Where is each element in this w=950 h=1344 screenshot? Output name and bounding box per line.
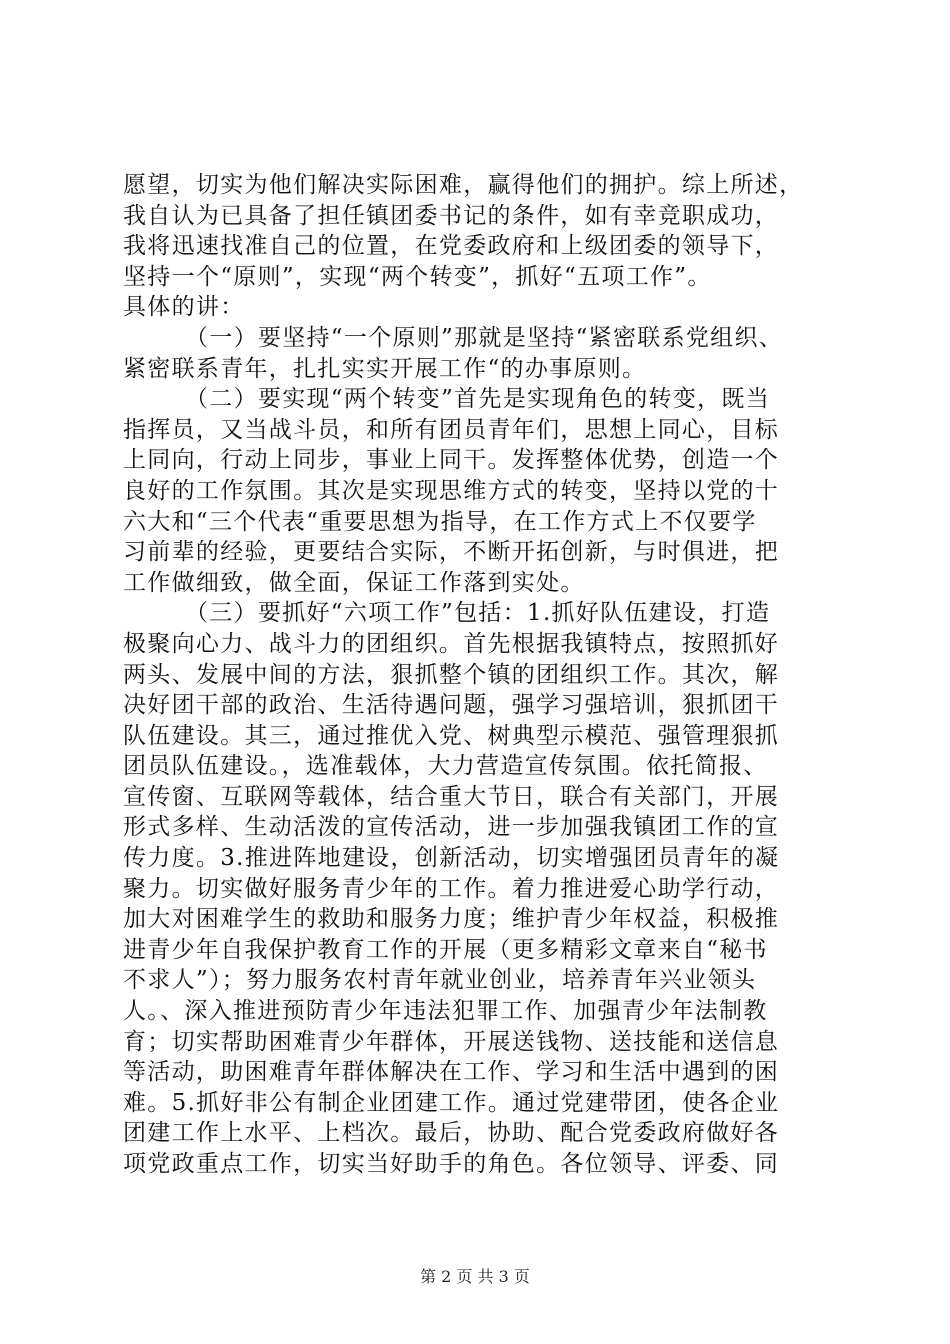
text-line: （二）要实现“两个转变”首先是实现角色的转变，既当 xyxy=(185,386,771,413)
text-line: 上同向，行动上同步，事业上同干。发挥整体优势，创造一个 xyxy=(123,447,780,474)
text-line: 人。、深入推进预防青少年违法犯罪工作、加强青少年法制教 xyxy=(123,998,768,1025)
text-line: 队伍建设。其三，通过推优入党、树典型示模范、强管理狠抓 xyxy=(123,722,780,749)
text-line: 难。5.抓好非公有制企业团建工作。通过党建带团，使各企业 xyxy=(123,1089,780,1116)
text-line: 我将迅速找准自己的位置，在党委政府和上级团委的领导下， xyxy=(123,233,780,260)
text-line: 我自认为已具备了担任镇团委书记的条件，如有幸竞职成功， xyxy=(123,202,780,229)
text-line: 工作做细致，做全面，保证工作落到实处。 xyxy=(123,569,585,596)
text-line: 决好团干部的政治、生活待遇问题，强学习强培训，狠抓团干 xyxy=(123,692,780,719)
text-line: 宣传窗、互联网等载体，结合重大节日，联合有关部门，开展 xyxy=(123,783,780,810)
text-line: 项党政重点工作，切实当好助手的角色。各位领导、评委、同 xyxy=(123,1151,780,1177)
text-line: 进青少年自我保护教育工作的开展（更多精彩文章来自“秘书 xyxy=(123,936,768,963)
text-line: 两头、发展中间的方法，狠抓整个镇的团组织工作。其次，解 xyxy=(123,661,780,688)
text-line: 六大和“三个代表“重要思想为指导，在工作方式上不仅要学 xyxy=(123,508,757,535)
text-line: 传力度。3.推进阵地建设，创新活动，切实增强团员青年的凝 xyxy=(123,845,780,872)
text-line: 愿望，切实为他们解决实际困难，赢得他们的拥护。综上所述， xyxy=(123,172,804,198)
text-line: 加大对困难学生的救助和服务力度；维护青少年权益，积极推 xyxy=(123,906,780,933)
text-line: 良好的工作氛围。其次是实现思维方式的转变，坚持以党的十 xyxy=(123,477,780,504)
text-line: 等活动，助困难青年群体解决在工作、学习和生活中遇到的困 xyxy=(123,1059,780,1086)
text-line: 形式多样、生动活泼的宣传活动，进一步加强我镇团工作的宣 xyxy=(123,814,780,841)
text-line: 坚持一个“原则”，实现“两个转变”，抓好“五项工作”。 xyxy=(123,263,712,290)
text-line: 团员队伍建设。，选准载体，大力营造宣传氛围。依托简报、 xyxy=(123,753,768,780)
text-line: 极聚向心力、战斗力的团组织。首先根据我镇特点，按照抓好 xyxy=(123,630,780,657)
page-footer: 第 2 页 共 3 页 xyxy=(420,1267,530,1286)
text-line: 具体的讲： xyxy=(123,294,245,321)
text-line: 习前辈的经验，更要结合实际，不断开拓创新，与时俱进，把 xyxy=(123,539,780,566)
text-line: （三）要抓好“六项工作”包括：1.抓好队伍建设，打造 xyxy=(185,600,771,627)
text-line: （一）要坚持“一个原则”那就是坚持“紧密联系党组织、 xyxy=(185,324,784,351)
body-text xyxy=(123,170,833,1180)
text-line: 团建工作上水平、上档次。最后，协助、配合党委政府做好各 xyxy=(123,1120,780,1147)
text-line: 聚力。切实做好服务青少年的工作。着力推进爱心助学行动， xyxy=(123,875,780,902)
text-line: 指挥员，又当战斗员，和所有团员青年们，思想上同心，目标 xyxy=(123,416,780,443)
text-line: 不求人”）；努力服务农村青年就业创业，培养青年兴业领头 xyxy=(123,967,757,994)
text-line: 育；切实帮助困难青少年群体，开展送钱物、送技能和送信息 xyxy=(123,1028,780,1055)
text-line: 紧密联系青年，扎扎实实开展工作“的办事原则。 xyxy=(123,355,647,382)
